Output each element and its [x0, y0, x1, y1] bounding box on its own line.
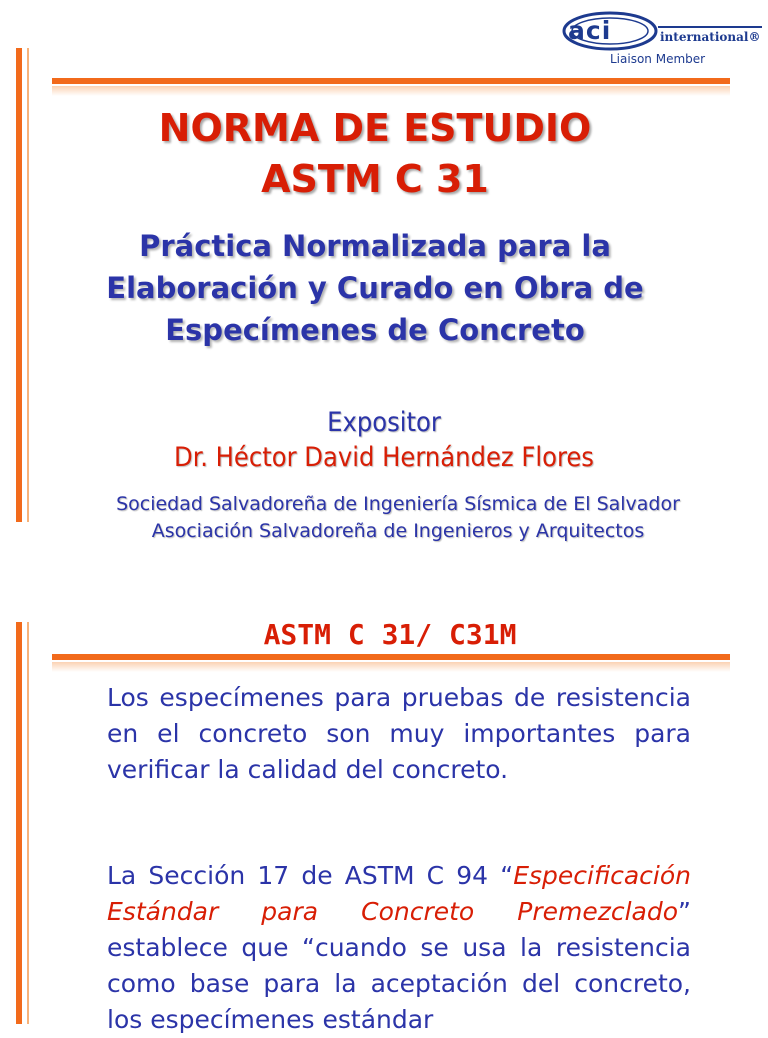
- slide-title: ASTM C 31/ C31M: [263, 618, 517, 651]
- main-title-line1: NORMA DE ESTUDIO: [158, 106, 592, 150]
- paragraph-1: Los especímenes para pruebas de resistencia en el concreto son muy importantes para verificar la calidad del concreto.: [107, 683, 691, 784]
- logo-rule: [658, 26, 762, 28]
- logo-subtitle: Liaison Member: [610, 52, 706, 66]
- top-accent-bar: [52, 654, 730, 660]
- affiliation-1: Sociedad Salvadoreña de Ingeniería Sísmica de El Salvador: [116, 493, 680, 515]
- presenter-name: Dr. Héctor David Hernández Flores: [174, 442, 594, 473]
- subtitle-line3: Especímenes de Concreto: [165, 313, 585, 347]
- left-accent-bar: [16, 622, 22, 1024]
- aci-logo: [562, 6, 766, 70]
- subtitle-line2: Elaboración y Curado en Obra de: [106, 271, 644, 305]
- main-title-line2: ASTM C 31: [261, 157, 489, 201]
- content-slide: [0, 580, 768, 1034]
- left-accent-line: [27, 622, 29, 1024]
- top-accent-bar: [52, 78, 730, 84]
- paragraph-2-suffix: ” establece que “cuando se usa la resistencia como base para la aceptación del concreto, los especímenes estándar: [107, 897, 691, 1034]
- top-accent-gradient: [52, 662, 730, 672]
- paragraph-2: [107, 858, 691, 1038]
- presenter-label: Expositor: [327, 407, 441, 438]
- logo-text: aci: [568, 16, 612, 45]
- logo-suffix: international®: [660, 30, 761, 44]
- paragraph-2-italic: Especificación Estándar para Concreto Premezclado: [107, 861, 691, 926]
- top-accent-gradient: [52, 86, 730, 96]
- subtitle-line1: Práctica Normalizada para la: [139, 229, 611, 263]
- affiliation-2: Asociación Salvadoreña de Ingenieros y Arquitectos: [151, 520, 645, 542]
- paragraph-2-prefix: La Sección 17 de ASTM C 94 “: [107, 861, 514, 890]
